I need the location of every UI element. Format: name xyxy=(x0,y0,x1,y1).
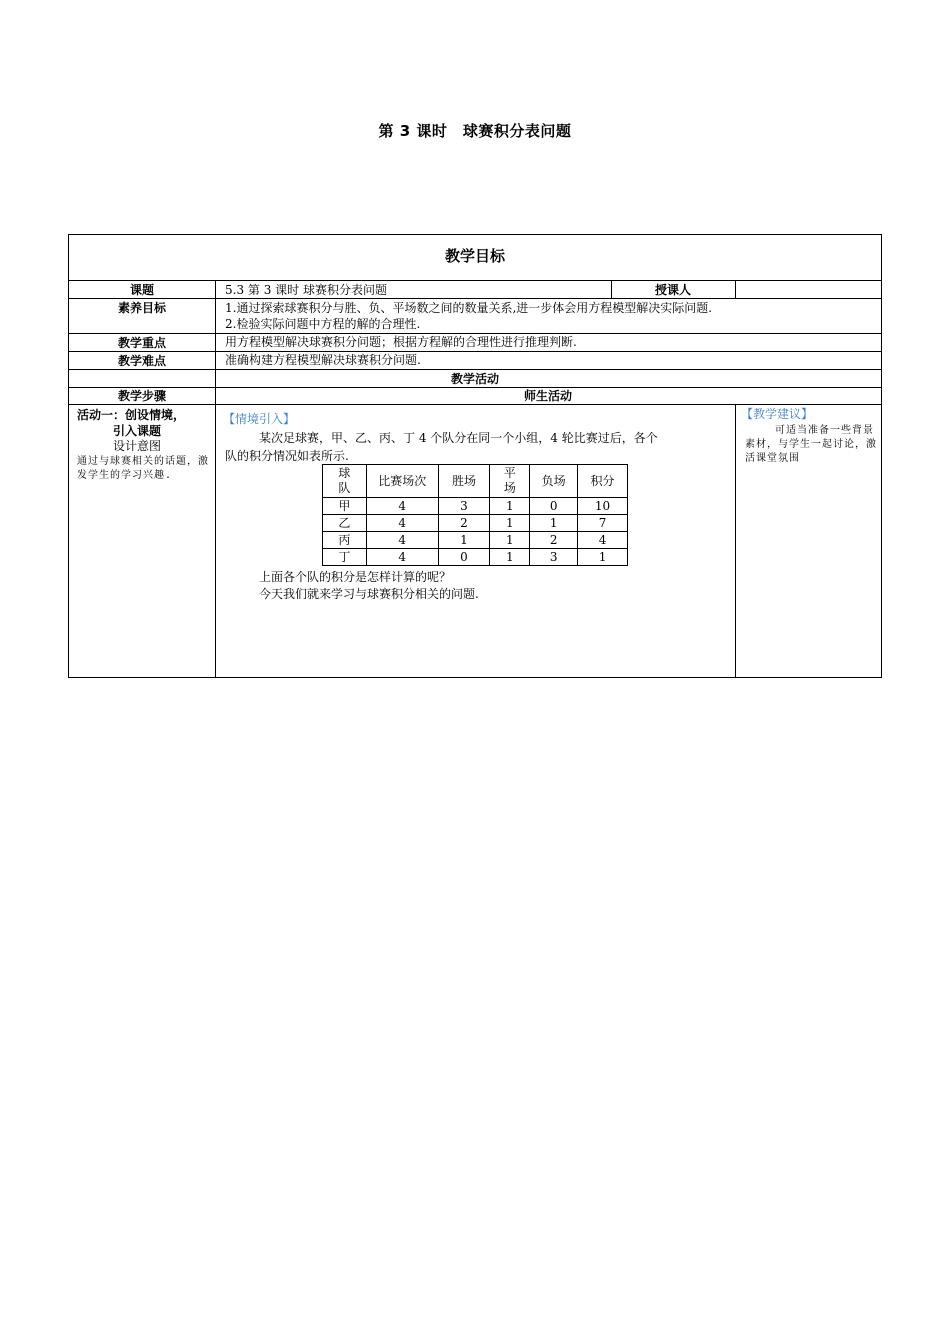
steps-label: 教学步骤 xyxy=(117,389,166,403)
table-row xyxy=(323,498,628,515)
page-title: 第 3 课时 球赛积分表问题 xyxy=(378,122,572,140)
points-cell: 1 xyxy=(578,549,628,566)
wins-cell: 1 xyxy=(438,532,490,549)
header-cell-losses: 负场 xyxy=(530,465,578,498)
draws-cell: 1 xyxy=(490,498,530,515)
team-cell: 乙 xyxy=(323,515,367,532)
team-cell: 丁 xyxy=(323,549,367,566)
key-points-value: 用方程模型解决球赛积分问题；根据方程解的合理性进行推理判断. xyxy=(225,335,577,349)
teacher-label: 授课人 xyxy=(654,283,691,297)
divider xyxy=(69,280,881,281)
wins-cell: 2 xyxy=(438,515,490,532)
design-intent-text: 通过与球赛相关的话题，激发学生的学习兴趣. xyxy=(77,456,209,481)
matches-cell: 4 xyxy=(366,515,438,532)
suggestion-tag: 【教学建议】 xyxy=(741,407,814,421)
table-row xyxy=(323,515,628,532)
key-points-label: 教学重点 xyxy=(117,336,166,350)
header-cell-wins: 胜场 xyxy=(438,465,490,498)
difficulty-value: 准确构建方程模型解决球赛积分问题. xyxy=(225,353,421,367)
table-row xyxy=(323,532,628,549)
table-row xyxy=(323,549,628,566)
divider xyxy=(69,404,881,405)
losses-cell: 0 xyxy=(530,498,578,515)
losses-cell: 3 xyxy=(530,549,578,566)
literacy-line-1: 1.通过探索球赛积分与胜、负、平场数之间的数量关系,进一步体会用方程模型解决实际问题. xyxy=(225,301,713,315)
points-cell: 10 xyxy=(578,498,628,515)
draws-cell: 1 xyxy=(490,515,530,532)
after-table-line-1: 上面各个队的积分是怎样计算的呢？ xyxy=(259,570,452,584)
topic-label: 课题 xyxy=(129,283,154,297)
draws-cell: 1 xyxy=(490,549,530,566)
intro-paragraph-line-1: 某次足球赛，甲、乙、丙、丁 4 个队分在同一个小组，4 轮比赛过后，各个 xyxy=(259,431,658,445)
difficulty-label: 教学难点 xyxy=(117,354,166,368)
literacy-label: 素养目标 xyxy=(117,301,166,315)
suggestion-text: 可适当准备一些背景素材，与学生一起讨论，激活课堂氛围 xyxy=(745,425,877,464)
wins-cell: 3 xyxy=(438,498,490,515)
team-cell: 甲 xyxy=(323,498,367,515)
matches-cell: 4 xyxy=(366,498,438,515)
wins-cell: 0 xyxy=(438,549,490,566)
literacy-line-2: 2.检验实际问题中方程的解的合理性. xyxy=(225,317,421,331)
objectives-header: 教学目标 xyxy=(444,247,505,265)
matches-cell: 4 xyxy=(366,532,438,549)
losses-cell: 1 xyxy=(530,515,578,532)
matches-cell: 4 xyxy=(366,549,438,566)
intro-tag: 【情境引入】 xyxy=(223,412,296,426)
divider xyxy=(735,280,736,298)
points-cell: 7 xyxy=(578,515,628,532)
header-cell-team: 球队 xyxy=(323,465,367,498)
header-cell-draws: 平场 xyxy=(490,465,530,498)
score-table xyxy=(322,464,628,566)
design-intent-label: 设计意图 xyxy=(113,439,162,453)
intro-paragraph-line-2: 队的积分情况如表所示. xyxy=(225,449,349,463)
topic-value: 5.3 第 3 课时 球赛积分表问题 xyxy=(225,283,387,297)
activity-title-line-1: 活动一：创设情境， xyxy=(77,408,186,422)
divider xyxy=(69,298,881,299)
points-cell: 4 xyxy=(578,532,628,549)
score-table-header-row xyxy=(323,465,628,498)
team-cell: 丙 xyxy=(323,532,367,549)
draws-cell: 1 xyxy=(490,532,530,549)
after-table-line-2: 今天我们就来学习与球赛积分相关的问题. xyxy=(259,587,479,601)
losses-cell: 2 xyxy=(530,532,578,549)
lesson-plan-table xyxy=(68,234,882,678)
divider xyxy=(215,404,216,677)
activity-title-line-2: 引入课题 xyxy=(113,424,162,438)
header-cell-points: 积分 xyxy=(578,465,628,498)
activities-header: 教学活动 xyxy=(450,372,499,386)
teacher-student-label: 师生活动 xyxy=(523,389,572,403)
divider xyxy=(69,369,881,370)
divider xyxy=(735,404,736,677)
header-cell-matches: 比赛场次 xyxy=(366,465,438,498)
